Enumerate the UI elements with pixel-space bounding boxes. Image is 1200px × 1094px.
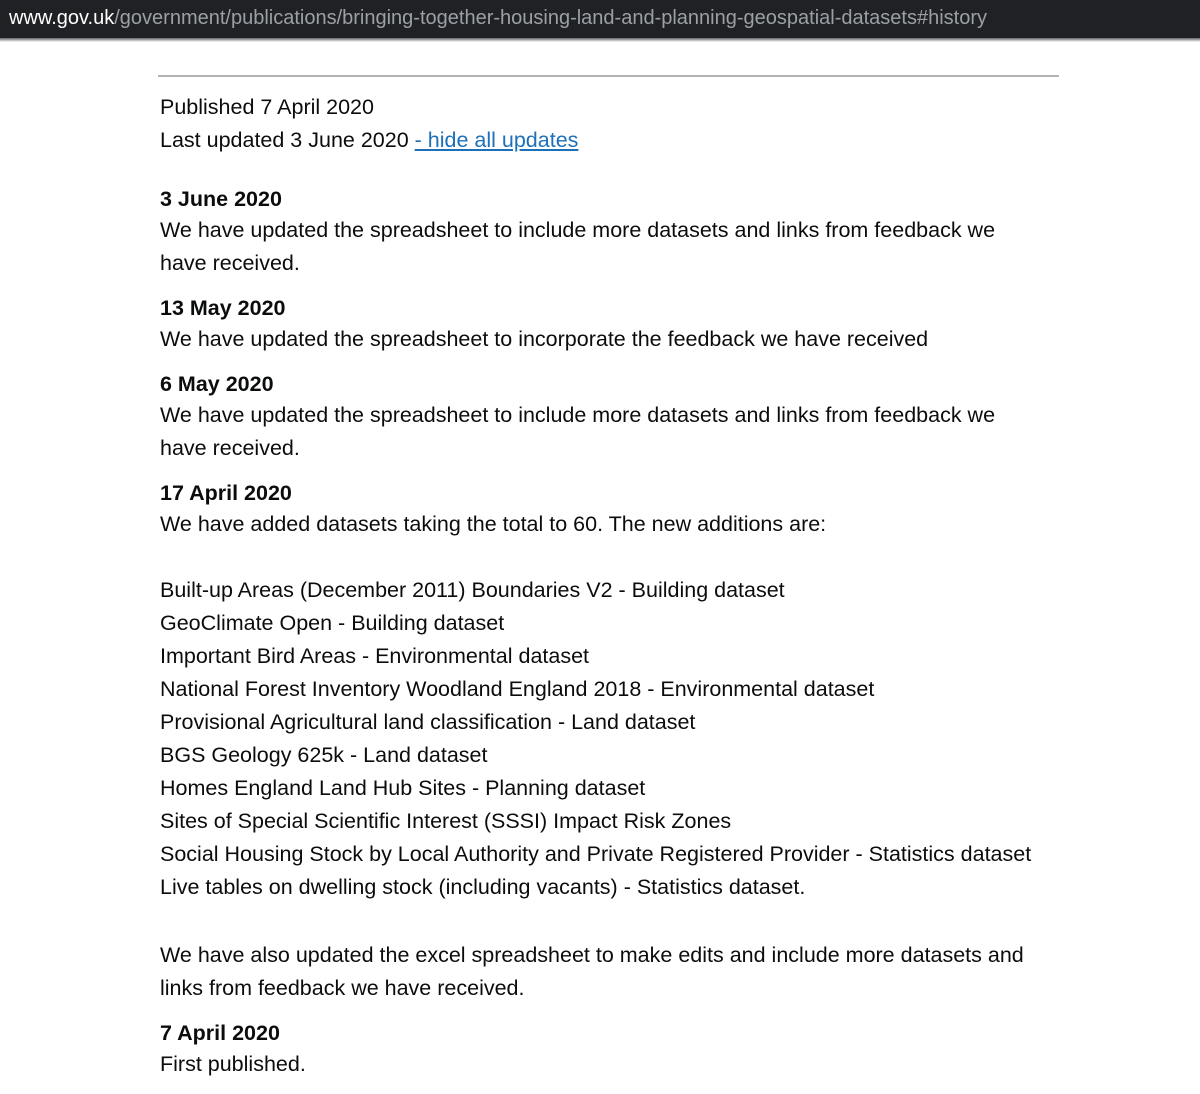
update-note-line: We have updated the spreadsheet to incorporate the feedback we have received xyxy=(160,327,929,351)
dataset-list-item: Important Bird Areas - Environmental dataset xyxy=(160,644,590,668)
dataset-list-item: Built-up Areas (December 2011) Boundaries V2 - Building dataset xyxy=(160,578,785,602)
dataset-list-item: Homes England Land Hub Sites - Planning dataset xyxy=(160,776,646,800)
section-divider xyxy=(158,75,1059,77)
update-note-line: links from feedback we have received. xyxy=(160,976,525,1000)
dataset-list-item: Live tables on dwelling stock (including vacants) - Statistics dataset. xyxy=(160,875,806,899)
last-updated-line xyxy=(160,126,578,154)
update-note-line: First published. xyxy=(160,1052,306,1076)
url-host: www.gov.uk xyxy=(9,7,115,29)
last-updated-date: Last updated 3 June 2020 xyxy=(160,128,409,152)
dataset-list-item: Social Housing Stock by Local Authority and Private Registered Provider - Statistics dataset xyxy=(160,842,1032,866)
update-date: 17 April 2020 xyxy=(160,481,292,505)
update-note-line: We have updated the spreadsheet to include more datasets and links from feedback we xyxy=(160,403,996,427)
url-text[interactable] xyxy=(9,6,987,30)
update-date: 7 April 2020 xyxy=(160,1021,280,1045)
hide-all-updates-link[interactable]: - hide all updates xyxy=(414,128,579,152)
dataset-list-item: Provisional Agricultural land classification - Land dataset xyxy=(160,710,696,734)
update-date: 6 May 2020 xyxy=(160,372,274,396)
dataset-list-item: National Forest Inventory Woodland England 2018 - Environmental dataset xyxy=(160,677,875,701)
update-note-line: We have also updated the excel spreadsheet to make edits and include more datasets and xyxy=(160,943,1024,967)
update-note-line: We have updated the spreadsheet to include more datasets and links from feedback we xyxy=(160,218,996,242)
address-bar[interactable] xyxy=(0,0,1200,38)
url-path: /government/publications/bringing-together-housing-land-and-planning-geospatial-datasets#history xyxy=(114,7,987,29)
update-note-line: We have added datasets taking the total to 60. The new additions are: xyxy=(160,512,827,536)
update-note-line: have received. xyxy=(160,436,300,460)
dataset-list-item: GeoClimate Open - Building dataset xyxy=(160,611,505,635)
update-note-line: have received. xyxy=(160,251,300,275)
published-date: Published 7 April 2020 xyxy=(160,95,374,119)
update-date: 3 June 2020 xyxy=(160,187,282,211)
dataset-list-item: Sites of Special Scientific Interest (SSSI) Impact Risk Zones xyxy=(160,809,732,833)
update-date: 13 May 2020 xyxy=(160,296,286,320)
dataset-list-item: BGS Geology 625k - Land dataset xyxy=(160,743,488,767)
toolbar-shadow xyxy=(0,38,1200,42)
